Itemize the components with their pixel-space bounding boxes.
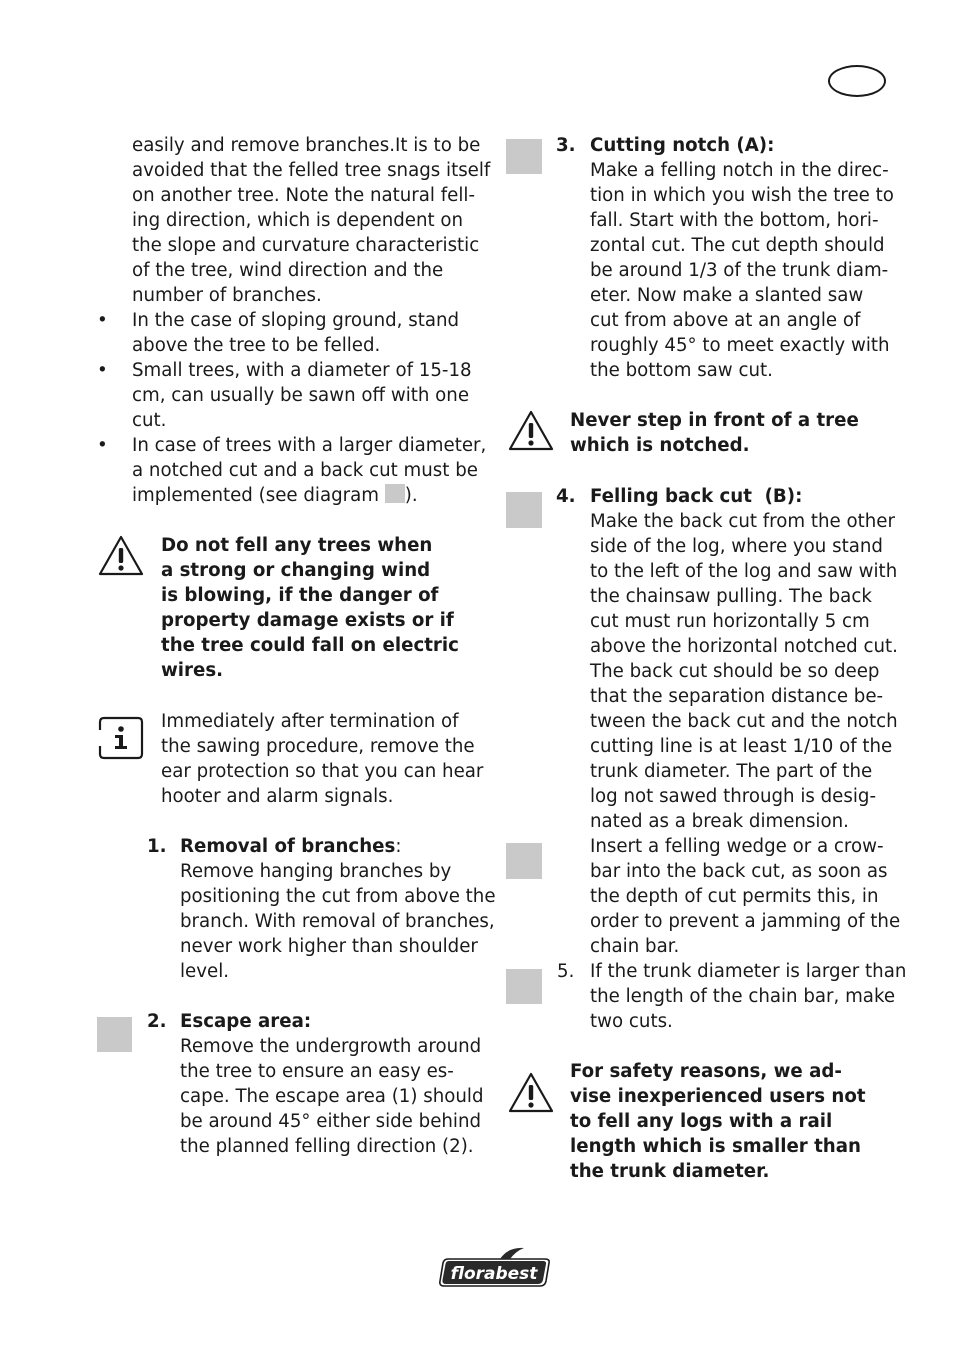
text-line: a notched cut and a back cut must be — [132, 460, 478, 481]
text-line: The back cut should be so deep — [590, 661, 880, 682]
text-line: order to prevent a jamming of the — [590, 911, 901, 932]
diagram-reference-placeholder — [385, 484, 405, 503]
text-line: eter. Now make a slanted saw — [590, 285, 864, 306]
text-line: tween the back cut and the notch — [590, 711, 898, 732]
text-line: to the left of the log and saw with — [590, 561, 898, 582]
step-number: 2. — [147, 1011, 167, 1032]
text-line: never work higher than shoulder — [180, 936, 478, 957]
text-line: easily and remove branches.It is to be — [132, 135, 481, 156]
text-line: be around 1/3 of the trunk diam- — [590, 260, 889, 281]
text-line: the planned felling direction (2). — [180, 1136, 474, 1157]
warning-text — [161, 533, 459, 683]
figure-reference-placeholder — [506, 139, 542, 174]
text-line: be around 45° either side behind — [180, 1111, 482, 1132]
text-line: hooter and alarm signals. — [161, 786, 394, 807]
text-line: of the tree, wind direction and the — [132, 260, 444, 281]
bullet-item — [132, 358, 472, 433]
florabest-logo — [438, 1245, 550, 1289]
logo-text: florabest — [450, 1264, 538, 1284]
step-two-cuts — [590, 959, 906, 1034]
text-line: nated as a break dimension. — [590, 811, 849, 832]
text-line: cut must run horizontally 5 cm — [590, 611, 870, 632]
step-removal-of-branches — [180, 834, 496, 984]
text-line: property damage exists or if — [161, 610, 454, 631]
info-text — [161, 709, 483, 809]
warning-triangle-icon — [507, 409, 555, 453]
text-line: In case of trees with a larger diameter, — [132, 435, 487, 456]
text-line: cutting line is at least 1/10 of the — [590, 736, 893, 757]
text-line: roughly 45° to meet exactly with — [590, 335, 890, 356]
text-line: the tree to ensure an easy es- — [180, 1061, 454, 1082]
figure-reference-placeholder — [506, 492, 542, 528]
text-line: Never step in front of a tree — [570, 410, 859, 431]
text-line: above the tree to be felled. — [132, 335, 381, 356]
text-line: side of the log, where you stand — [590, 536, 883, 557]
text-line: two cuts. — [590, 1011, 673, 1032]
text-line: the slope and curvature characteristic — [132, 235, 480, 256]
text-line: tion in which you wish the tree to — [590, 185, 894, 206]
text-line: Remove hanging branches by — [180, 861, 452, 882]
text-line: cut from above at an angle of — [590, 310, 861, 331]
text-line — [132, 483, 486, 508]
text-line: zontal cut. The cut depth should — [590, 235, 885, 256]
intro-paragraph — [132, 133, 490, 308]
text-line: chain bar. — [590, 936, 680, 957]
text-line: log not sawed through is desig- — [590, 786, 877, 807]
bullet-item — [132, 308, 459, 358]
text-line: on another tree. Note the natural fell- — [132, 185, 476, 206]
step-number: 1. — [147, 836, 167, 857]
step-escape-area — [180, 1009, 484, 1159]
bullet-symbol: • — [97, 435, 108, 456]
step-number: 3. — [556, 135, 576, 156]
text-fragment: implemented (see diagram — [132, 485, 385, 506]
bullet-item — [132, 433, 486, 508]
step-title-suffix: : — [395, 836, 402, 857]
text-line: number of branches. — [132, 285, 322, 306]
text-line: the bottom saw cut. — [590, 360, 773, 381]
text-line: level. — [180, 961, 230, 982]
text-line: to fell any logs with a rail — [570, 1111, 833, 1132]
text-line: In the case of sloping ground, stand — [132, 310, 460, 331]
text-line: Insert a felling wedge or a crow- — [590, 836, 884, 857]
bullet-symbol: • — [97, 360, 108, 381]
step-title: Removal of branches — [180, 836, 396, 857]
text-fragment: ). — [404, 485, 418, 506]
text-line: branch. With removal of branches, — [180, 911, 495, 932]
figure-reference-placeholder — [506, 969, 542, 1004]
text-line: avoided that the felled tree snags itself — [132, 160, 491, 181]
step-title: Escape area: — [180, 1011, 312, 1032]
text-line: the length of the chain bar, make — [590, 986, 896, 1007]
step-number: 5. — [557, 961, 575, 982]
text-line: the depth of cut permits this, in — [590, 886, 879, 907]
step-title-line — [180, 834, 496, 859]
text-line: ing direction, which is dependent on — [132, 210, 464, 231]
text-line: Immediately after termination of — [161, 711, 459, 732]
text-line: Remove the undergrowth around — [180, 1036, 482, 1057]
text-line: vise inexperienced users not — [570, 1086, 866, 1107]
text-line: Small trees, with a diameter of 15-18 — [132, 360, 472, 381]
text-line: Make a felling notch in the direc- — [590, 160, 889, 181]
step-felling-back-cut — [590, 484, 900, 959]
warning-text — [570, 408, 859, 458]
figure-reference-placeholder — [506, 843, 542, 879]
text-line: that the separation distance be- — [590, 686, 884, 707]
bullet-symbol: • — [97, 310, 108, 331]
warning-triangle-icon — [507, 1071, 555, 1115]
text-line: fall. Start with the bottom, hori- — [590, 210, 879, 231]
text-line: Make the back cut from the other — [590, 511, 895, 532]
text-line: wires. — [161, 660, 224, 681]
warning-text — [570, 1059, 866, 1184]
text-line: ear protection so that you can hear — [161, 761, 484, 782]
text-line: is blowing, if the danger of — [161, 585, 439, 606]
step-cutting-notch — [590, 133, 894, 383]
text-line: cm, can usually be sawn off with one — [132, 385, 470, 406]
text-line: the trunk diameter. — [570, 1161, 770, 1182]
text-line: the sawing procedure, remove the — [161, 736, 475, 757]
text-line: For safety reasons, we ad- — [570, 1061, 842, 1082]
text-line: Do not fell any trees when — [161, 535, 433, 556]
text-line: cape. The escape area (1) should — [180, 1086, 484, 1107]
text-line: length which is smaller than — [570, 1136, 861, 1157]
text-line: positioning the cut from above the — [180, 886, 496, 907]
figure-reference-placeholder — [97, 1017, 132, 1052]
text-line: cut. — [132, 410, 167, 431]
warning-triangle-icon — [97, 534, 145, 578]
step-number: 4. — [556, 486, 576, 507]
text-line: If the trunk diameter is larger than — [590, 961, 907, 982]
step-title: Cutting notch (A): — [590, 135, 775, 156]
text-line: trunk diameter. The part of the — [590, 761, 873, 782]
text-line: the tree could fall on electric — [161, 635, 459, 656]
text-line: the chainsaw pulling. The back — [590, 586, 872, 607]
info-icon — [98, 716, 144, 760]
text-line: which is notched. — [570, 435, 750, 456]
text-line: above the horizontal notched cut. — [590, 636, 898, 657]
step-title: Felling back cut (B): — [590, 486, 803, 507]
text-line: a strong or changing wind — [161, 560, 431, 581]
text-line: bar into the back cut, as soon as — [590, 861, 888, 882]
language-tab-oval — [828, 65, 886, 97]
